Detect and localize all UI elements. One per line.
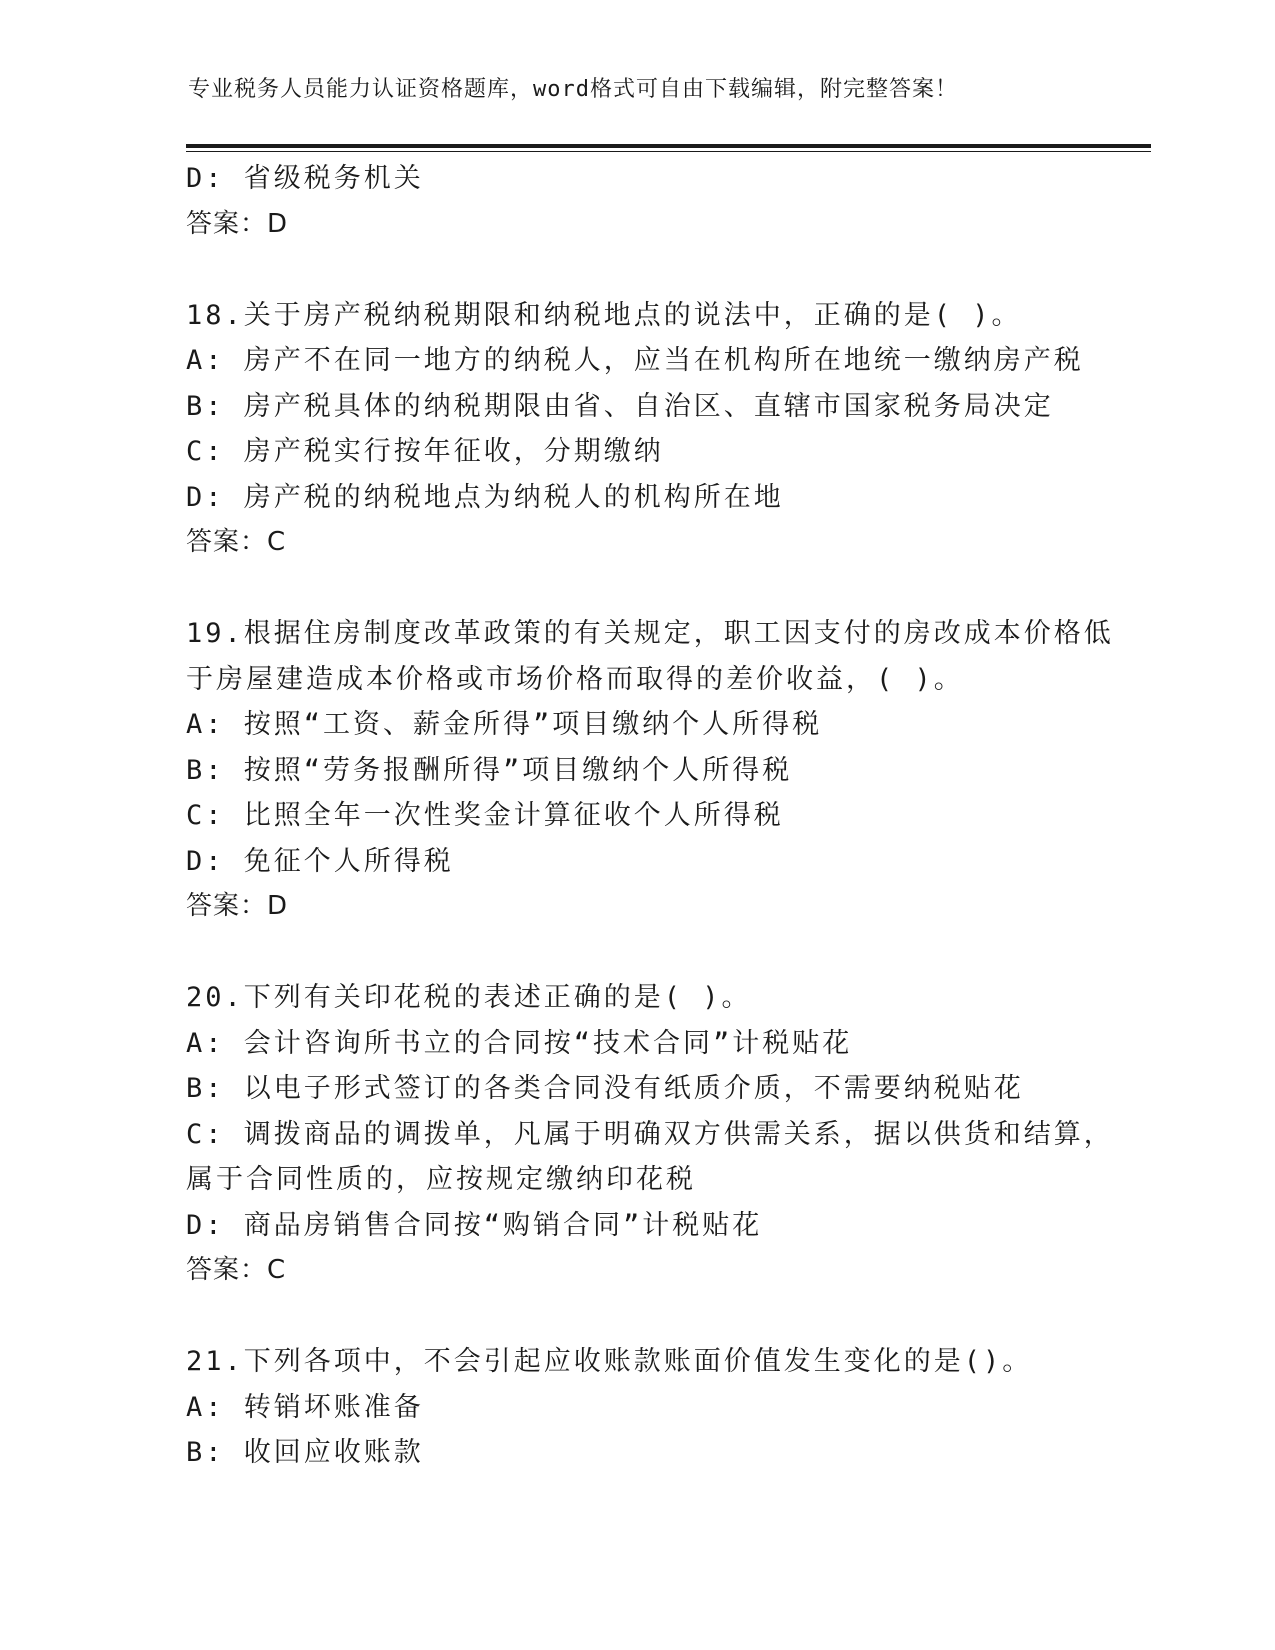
question-block bbox=[186, 156, 1086, 247]
question-text-continued: 于房屋建造成本价格或市场价格而取得的差价收益，( )。 bbox=[186, 663, 964, 695]
option-b: B: 收回应收账款 bbox=[186, 1437, 424, 1468]
option-c: C: 调拨商品的调拨单，凡属于明确双方供需关系，据以供货和结算， bbox=[186, 1118, 1114, 1150]
question-text: 20.下列有关印花税的表述正确的是( )。 bbox=[186, 982, 752, 1013]
option-c: C: 比照全年一次性奖金计算征收个人所得税 bbox=[186, 800, 784, 831]
question-text: 18.关于房产税纳税期限和纳税地点的说法中，正确的是( )。 bbox=[186, 299, 1022, 331]
option-a: A: 房产不在同一地方的纳税人，应当在机构所在地统一缴纳房产税 bbox=[186, 345, 1084, 376]
header-rule-thick bbox=[186, 144, 1151, 148]
option-d: D: 省级税务机关 bbox=[186, 163, 424, 194]
page-header: 专业税务人员能力认证资格题库，word格式可自由下载编辑，附完整答案！ bbox=[188, 77, 958, 102]
spacer bbox=[186, 566, 1086, 612]
option-c: C: 房产税实行按年征收，分期缴纳 bbox=[186, 436, 664, 467]
option-d: D: 房产税的纳税地点为纳税人的机构所在地 bbox=[186, 481, 784, 513]
option-b: B: 以电子形式签订的各类合同没有纸质介质，不需要纳税贴花 bbox=[186, 1073, 1024, 1104]
answer-line: 答案：D bbox=[186, 891, 289, 921]
option-a: A: 按照“工资、薪金所得”项目缴纳个人所得税 bbox=[186, 709, 823, 740]
question-block bbox=[186, 293, 1086, 566]
answer-line: 答案：C bbox=[186, 527, 287, 557]
question-block bbox=[186, 1339, 1086, 1476]
option-a: A: 转销坏账准备 bbox=[186, 1391, 424, 1423]
spacer bbox=[186, 247, 1086, 293]
spacer bbox=[186, 1294, 1086, 1340]
spacer bbox=[186, 930, 1086, 976]
option-d: D: 免征个人所得税 bbox=[186, 845, 454, 877]
header-rule-thin bbox=[186, 151, 1151, 152]
option-d: D: 商品房销售合同按“购销合同”计税贴花 bbox=[186, 1209, 763, 1241]
document-body bbox=[186, 156, 1114, 1476]
option-b: B: 房产税具体的纳税期限由省、自治区、直辖市国家税务局决定 bbox=[186, 390, 1054, 422]
option-a: A: 会计咨询所书立的合同按“技术合同”计税贴花 bbox=[186, 1027, 853, 1059]
option-b: B: 按照“劳务报酬所得”项目缴纳个人所得税 bbox=[186, 754, 793, 786]
question-text: 19.根据住房制度改革政策的有关规定，职工因支付的房改成本价格低 bbox=[186, 618, 1114, 649]
question-text: 21.下列各项中，不会引起应收账款账面价值发生变化的是()。 bbox=[186, 1346, 1033, 1377]
question-block bbox=[186, 611, 1114, 930]
option-c-continued: 属于合同性质的，应按规定缴纳印花税 bbox=[186, 1164, 696, 1195]
answer-line: 答案：D bbox=[186, 208, 289, 239]
question-block bbox=[186, 975, 1114, 1294]
answer-line: 答案：C bbox=[186, 1255, 287, 1285]
